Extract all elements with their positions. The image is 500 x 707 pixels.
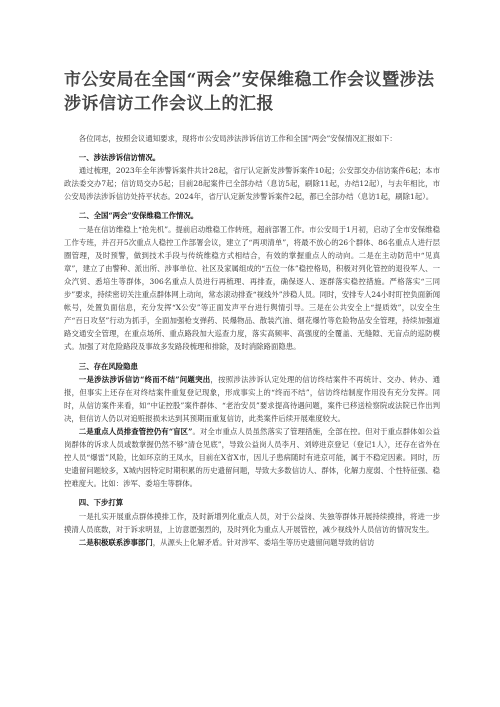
intro-paragraph: 各位同志，按照会议通知要求，现将市公安局涉法涉诉信访工作和全国“两会”安保情况汇报如下： [78,134,397,143]
section-4-heading: 四、下步打算 [78,498,124,508]
section-2-text: 。提前启动维稳工作转班，超前部署工作。市公安局于1月初，启动了全市安保维稳工作专班，并召开5次重点人稳控工作部署会议，建立了“两项清单”，将最不放心的26个群体、86名重点人进行层圈管理，及时预警，做到技术手段与传统维稳方式相结合，有效的掌握重点人的动向。二是在主动防范中“见真章”，建立了由警种、派出所、涉事单位、社区及家属组成的“五位一体”稳控格局，积极对列化管控的退役军人、一众汽贸、悉培生等群体，306名重点人员进行再梳理、再排查，确保逐人、逐群落实稳控措施。严格落实“三同步”要求，持续密切关注重点群体网上动向，常态滚动排查“视线外”涉稳人员。同时，安排专人24小时盯控负面新闻帐号，处置负面信息，充分发挥“X公安”等正面发声平台进行舆情引导。三是在公共安全上“提质效”，以安全生产“百日攻坚”行动为抓手，全面加强枪支弹药、民爆物品、散装汽油、烟花爆竹等危险物品安全管理，持续加强道路交通安全管理，在重点场所、重点路段加大巡查力度，落实高频率、高强度的全覆盖、无缝隙、无盲点的巡防模式。加强了对危险路段及事故多发路段梳理和排除，及时消除路面隐患。 [64,224,440,352]
section-4-text-2: ，从源头上化解矛盾。针对涉军、委培生等历史遗留问题导致的信访 [152,537,375,547]
section-4-lead-2: 二是积极联系涉事部门 [78,537,153,547]
section-3-paragraph-2 [64,425,440,490]
section-3-paragraph-1 [64,373,440,425]
section-1-body: 通过梳理，2023年全年涉警诉案件共计28起，省厅认定新发涉警诉案件10起；公安部交办信访案件6起；本市政法委交办7起；信访局交办5起；目前28起案件已全部办结（息访5起，刷除11起，办结12起），与去年相比，市公安局涉法涉诉信访处持平状态。2024年，省厅认定新发涉警诉案件2起，都已全部办结（息访1起，刷除1起）。 [64,166,440,202]
section-3-text-2: 。对全市重点人员虽然落实了管理措施，全部在控。但对于重点群体如公益岗群体的诉求人员或数掌握仍然不够“清仓见底”，导致公益岗人员李月、刘婷进京登记（登记1人），还存在省外在控人员“爆雷”风险，比如环京的王凤水，目前在X省X市，因儿子患病随时有进京可能，属于不稳定因素。同时，历史遗留问题较多，X城内因特定时期积累的历史遗留问题，导致大多数信访人、群体，化解力度弱、个性特征强、稳控难度大。比如：涉军、委培生等群体。 [64,426,440,489]
section-1-heading: 一、涉法涉诉信访情况。 [78,153,161,163]
section-3-lead-1: 一是涉法涉诉信访“终而不结”问题突出 [78,374,211,384]
section-3-heading: 三、存在风险隐患 [78,361,138,371]
section-4-paragraph-1: 一是扎实开展重点群体摸排工作，及时新增列化重点人员，对于公益岗、失独等群体开展持续摸排，将进一步摸清人员底数，对于诉求明显，上访意愿强烈的，及时列化为重点人开展管控，减少视线外人员信访的情况发生。 [64,511,440,534]
section-3-lead-2: 二是重点人员排查管控仍有“盲区” [78,426,193,436]
section-3-text-1: ，按照涉法涉诉认定处理的信访终结案件不再统计、交办、转办、通报，但事实上还存在对终结案件重复登记现象，形成事实上的“终而不结”，信访终结制度作用没有充分发挥。同时，从信访案件来看，如“中证控股”案件群体、“老治安员”要求提高待遇问题，案件已移送检察院或法院已作出判决，但信访人仍以对追赃报损未达到其预期而重复信访，此类案件后续开展难度较大。 [64,374,440,423]
section-4-paragraph-2 [64,536,440,549]
document-title: 市公安局在全国“两会”安保维稳工作会议暨涉法涉诉信访工作会议上的汇报 [64,70,435,114]
section-2-heading: 二、全国“两会”安保维稳工作情况。 [78,211,199,221]
section-2-lead: 一是在信访维稳上“抢先机” [78,224,169,234]
section-2-body [64,223,440,354]
